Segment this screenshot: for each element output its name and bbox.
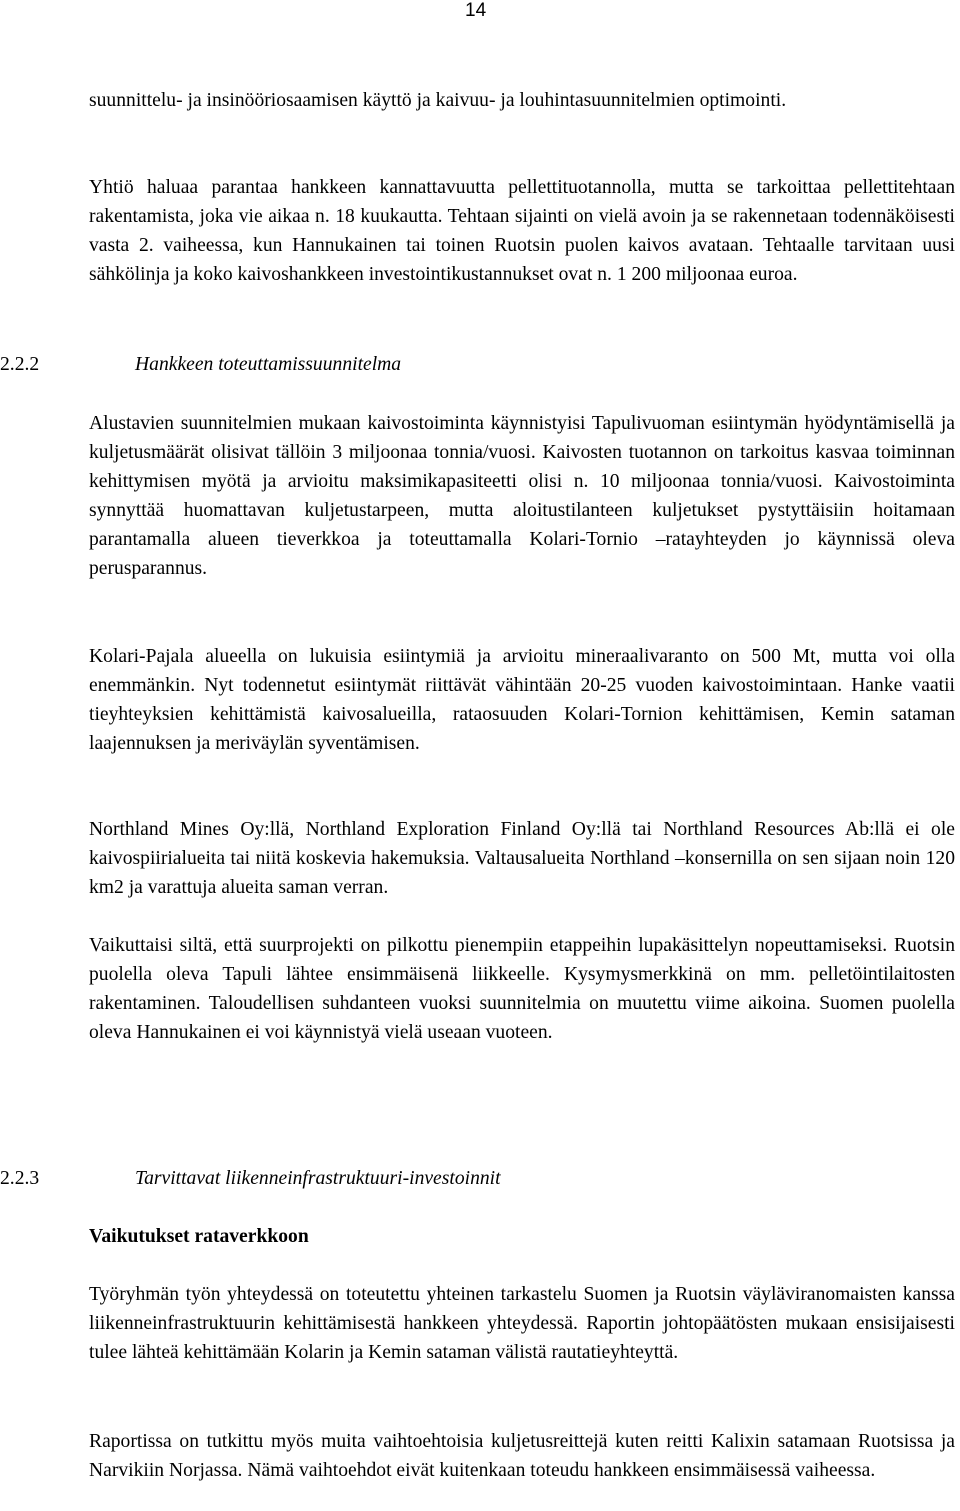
section-title: Tarvittavat liikenneinfrastruktuuri-investoinnit [135, 1168, 501, 1189]
section-number: 2.2.3 [0, 1168, 40, 1189]
page-number: 14 [465, 0, 487, 21]
section-title: Hankkeen toteuttamissuunnitelma [135, 354, 402, 375]
paragraph-implementation-plan: Alustavien suunnitelmien mukaan kaivostoiminta käynnistyisi Tapulivuoman esiintymän hyödyntämisellä ja kuljetusmäärät olisivat tällöin 3 miljoonaa tonnia/vuosi. Kaivosten tuotannon on tarkoitus kasvaa toiminnan kehittymisen myötä ja arvioitu maksimikapasiteetti olisi n. 10 miljoonaa tonnia/vuosi. Kaivostoiminta synnyttää huomattavan kuljetustarpeen, mutta aloitustilanteen kuljetukset pystyttäisiin hoitamaan parantamalla alueen tieverkkoa ja toteuttamalla Kolari-Tornio –ratayhteyden jo käynnissä oleva perusparannus. [89, 413, 955, 579]
paragraph-intro-continuation: suunnittelu- ja insinööriosaamisen käyttö ja kaivuu- ja louhintasuunnitelmien optimointi. [89, 90, 787, 111]
paragraph-alternative-routes: Raportissa on tutkittu myös muita vaihtoehtoisia kuljetusreittejä kuten reitti Kalixin satamaan Ruotsissa ja Narvikiin Norjassa. Nämä vaihtoehdot eivät kuitenkaan toteudu hankkeen ensimmäisessä vaiheessa. [89, 1431, 955, 1481]
paragraph-pellet-plant: Yhtiö haluaa parantaa hankkeen kannattavuutta pellettituotannolla, mutta se tarkoittaa pellettitehtaan rakentamista, joka vie aikaa n. 18 kuukautta. Tehtaan sijainti on vielä avoin ja se rakennetaan todennäköisesti vasta 2. vaiheessa, kun Hannukainen tai toinen Ruotsin puolen kaivos avataan. Tehtaalle tarvitaan uusi sähkölinja ja koko kaivoshankkeen investointikustannukset ovat n. 1 200 miljoonaa euroa. [89, 177, 955, 285]
section-heading-2-2-2 [0, 350, 401, 379]
paragraph-project-phases: Vaikuttaisi siltä, että suurprojekti on pilkottu pienempiin etappeihin lupakäsittelyn nopeuttamiseksi. Ruotsin puolella oleva Tapuli lähtee ensimmäisenä liikkeelle. Kysymysmerkkinä on mm. pelletöintilaitosten rakentaminen. Taloudellisen suhdanteen vuoksi suunnitelmia on muutettu viime aikoina. Suomen puolella oleva Hannukainen ei voi käynnistyä vielä useaan vuoteen. [89, 935, 955, 1043]
section-heading-2-2-3 [0, 1164, 501, 1193]
paragraph-northland-areas: Northland Mines Oy:llä, Northland Exploration Finland Oy:llä tai Northland Resources Ab:llä ei ole kaivospiirialueita tai niitä koskevia hakemuksia. Valtausalueita Northland –konsernilla on sen sijaan noin 120 km2 ja varattuja alueita saman verran. [89, 819, 955, 898]
section-number: 2.2.2 [0, 354, 40, 375]
paragraph-joint-review: Työryhmän työn yhteydessä on toteutettu yhteinen tarkastelu Suomen ja Ruotsin väyläviranomaisten kanssa liikenneinfrastruktuurin kehittämisestä hankkeen yhteydessä. Raportin johtopäätösten mukaan ensisijaisesti tulee lähteä kehittämään Kolarin ja Kemin sataman välistä rautatieyhteyttä. [89, 1284, 955, 1363]
subheading-rail-network: Vaikutukset rataverkkoon [89, 1226, 309, 1247]
paragraph-mineral-reserves: Kolari-Pajala alueella on lukuisia esiintymiä ja arvioitu mineraalivaranto on 500 Mt, mutta voi olla enemmänkin. Nyt todennetut esiintymät riittävät vähintään 20-25 vuoden kaivostoimintaan. Hanke vaatii tieyhteyksien kehittämistä kaivosalueilla, rataosuuden Kolari-Tornion kehittämisen, Kemin sataman laajennuksen ja meriväylän syventämisen. [89, 646, 955, 754]
